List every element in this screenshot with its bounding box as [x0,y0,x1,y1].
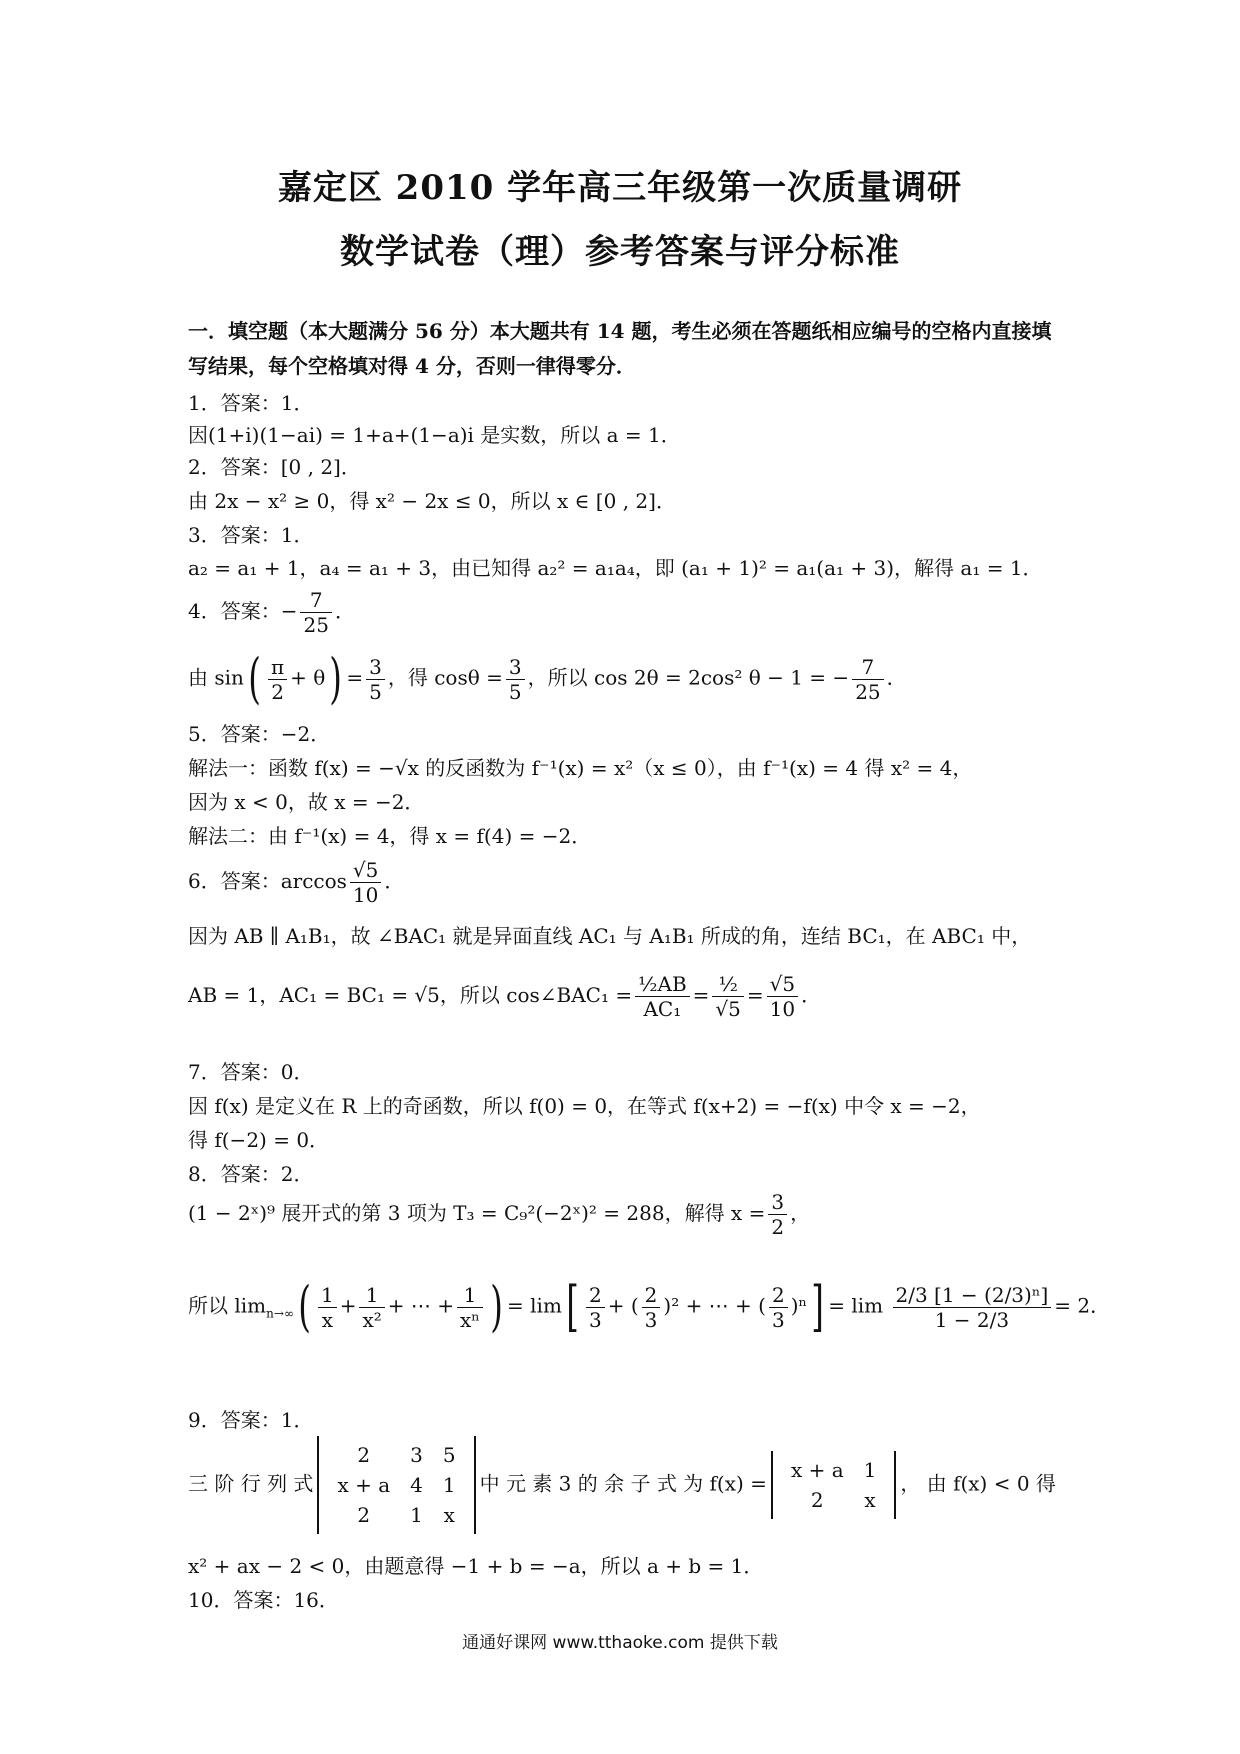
q4-explain-a: 由 sin [188,665,244,690]
q9-text-b: 中 元 素 3 的 余 子 式 为 f(x) = [479,1471,767,1496]
fraction-denominator: 3 [771,1307,785,1332]
q5-answer: 5．答案：−2． [188,722,331,746]
q6-period: ． [801,983,822,1007]
fraction-numerator: 7 [300,588,331,613]
q1-explain: 因(1+i)(1−ai) = 1+a+(1−a)i 是实数，所以 a = 1． [188,423,681,447]
matrix-cell: 1 [442,1473,456,1497]
q4-three-fifths [366,655,385,704]
q6-answer-fraction [350,858,381,907]
fraction-numerator: ½ [712,972,743,997]
section-intro: 一．填空题（本大题满分 56 分）本大题共有 14 题，考生必须在答题纸相应编号的空格内直接填写结果，每个空格填对得 4 分，否则一律得零分． [188,319,1052,378]
fraction-numerator: 7 [852,655,883,680]
fraction-numerator: 2 [769,1283,788,1308]
fraction-denominator: 10 [352,883,379,907]
q8-eq-2: = [828,1293,846,1318]
matrix-cell: 4 [410,1473,423,1497]
fraction-numerator: 3 [366,655,385,680]
q4-cos-fraction [506,655,525,704]
q3-explain: a₂ = a₁ + 1，a₄ = a₁ + 3，由已知得 a₂² = a₁a₄，即 (a₁ + 1)² = a₁(a₁ + 3)，解得 a₁ = 1． [188,556,1043,580]
fraction-denominator: 1 − 2/3 [934,1307,1010,1332]
q8-explain-a: (1 − 2ˣ)⁹ 展开式的第 3 项为 T₃ = C₉²(−2ˣ)² = 288，解得 x = [188,1201,766,1225]
q9-determinant-3x3 [317,1436,475,1534]
q7-answer: 7．答案：0． [188,1060,314,1084]
q8-x-fraction [768,1190,787,1239]
q9-determinant-2x2 [771,1451,896,1519]
q6-explain-2 [188,972,821,1021]
q6-explain: 因为 AB ∥ A₁B₁，故 ∠BAC₁ 就是异面直线 AC₁ 与 A₁B₁ 所成的角，连结 BC₁，在 ABC₁ 中， [188,924,1032,948]
q8-term-3 [457,1283,483,1332]
q8-fin-den-n: 2 [976,1307,990,1332]
q7-explain-2: 得 f(−2) = 0． [188,1128,330,1152]
q4-answer-suffix: ． [334,599,355,623]
q6-end: ． [384,869,405,893]
fraction-denominator: AC₁ [643,997,682,1021]
q4-plus-theta: + θ [290,665,326,690]
q1-answer: 1．答案：1． [188,391,314,415]
fraction-numerator: 3 [506,655,525,680]
matrix-cell: 3 [410,1443,423,1467]
q6-frac-3 [767,972,798,1021]
fraction-denominator: 2 [271,679,284,704]
q5-method1: 解法一：函数 f(x) = −√x 的反函数为 f⁻¹(x) = x²（x ≤ 0），由 f⁻¹(x) = 4 得 x² = 4， [188,756,973,780]
q2-answer: 2．答案：[0 , 2]． [188,455,361,479]
q4-answer-fraction [300,588,331,637]
fraction-numerator: √5 [767,972,798,997]
q8-eq: = [507,1293,524,1318]
fraction-numerator: 1 [457,1283,483,1308]
fraction-numerator: 1 [359,1283,384,1308]
matrix-cell: 1 [410,1503,423,1527]
fraction-denominator: 3 [589,1307,602,1332]
q4-eq: = [346,665,364,690]
matrix-cell: 2 [357,1443,371,1467]
q5-method1-cont: 因为 x < 0，故 x = −2． [188,790,425,814]
q8-explain [188,1190,810,1239]
q9-text-c: ， 由 f(x) < 0 得 [900,1471,1056,1496]
q8-lim-sub: n→∞ [266,1306,294,1321]
q6-frac-1 [635,972,690,1021]
q9-explain [188,1436,1056,1534]
matrix-cell: 2 [810,1488,824,1512]
q3-answer: 3．答案：1． [188,523,314,547]
fraction-numerator: π [268,655,287,680]
fraction-numerator: 1 [318,1283,337,1308]
q8-term-1 [318,1283,337,1332]
q8-term-2 [359,1283,384,1332]
q9-explain-2: x² + ax − 2 < 0，由题意得 −1 + b = −a，所以 a + b = 1． [188,1554,764,1578]
left-bracket: [ [566,1275,579,1338]
fraction-denominator: x² [362,1307,382,1332]
matrix-cell: x [443,1503,455,1527]
q8-answer: 8．答案：2． [188,1162,314,1186]
q6-l2a: AB = 1，AC₁ = BC₁ = √5，所以 cos∠BAC₁ = [188,983,633,1007]
fraction-numerator: √5 [350,858,381,883]
matrix-cell: 2 [357,1503,371,1527]
left-paren: ( [248,647,261,710]
matrix-cell: x [864,1488,876,1512]
q8-u3 [769,1283,788,1332]
q4-explain [188,647,907,710]
q8-result: = 2． [1054,1293,1111,1318]
q9-text-a: 三 阶 行 列 式 [188,1471,314,1496]
page-footer: 通通好课网 www.tthaoke.com 提供下载 [462,1633,778,1653]
left-paren: ( [298,1275,311,1338]
q6-frac-2 [712,972,743,1021]
q6-eq-2: = [746,983,764,1007]
q4-answer-prefix: 4．答案：− [188,599,298,623]
fraction-denominator: x [321,1307,333,1332]
page-title: 嘉定区 2010 学年高三年级第一次质量调研 [277,168,963,208]
right-bracket: ] [811,1275,825,1338]
q2-explain: 由 2x − x² ≥ 0，得 x² − 2x ≤ 0，所以 x ∈ [0 , 2]． [188,489,676,513]
matrix-cell: x + a [337,1473,391,1497]
fraction-numerator: 2 [642,1283,661,1308]
fraction-numerator: 2 [586,1283,605,1308]
fraction-denominator: 2 [771,1215,785,1239]
fraction-denominator: √5 [715,997,741,1021]
q4-result-fraction [852,655,883,704]
fraction-denominator: 3 [644,1307,658,1332]
fraction-numerator: 2/3 [1 − (2/3)ⁿ] [893,1283,1052,1308]
fraction-numerator: ½AB [635,972,690,997]
fraction-numerator: 3 [768,1190,787,1215]
q9-answer: 9．答案：1． [188,1408,314,1432]
q8-u1 [586,1283,605,1332]
q6-answer-prefix: 6．答案：arccos [188,869,347,893]
fraction-denominator: 25 [855,679,881,704]
fraction-denominator: 10 [769,997,796,1021]
q4-explain-c: ，所以 cos 2θ = 2cos² θ − 1 = − [527,665,850,690]
fraction-denominator: 5 [508,679,522,704]
q8-lim-prefix: 所以 lim [188,1293,267,1318]
fraction-denominator: 5 [369,679,382,704]
q4-answer [188,588,355,637]
q4-pi-fraction [268,655,287,704]
fraction-denominator: xⁿ [460,1307,480,1332]
q8-limit: 所以 $\lim_{n\to\infty}$( $\frac{1}{x}$ + $\frac{1}{\text{x²}}$ + ⋯ + $\frac{1}{\text{xⁿ}}$ ) = lim[ $\frac{2}{3}$ + ( $\frac{2}{3}$ )² + ⋯ + ( $\frac{2}{3}$ )ⁿ] = lim $\frac{\text{2/3 [1 − (2/3)ⁿ]}}{1 - 2/3}$ = 2． [188,1275,1111,1338]
right-paren: ) [329,647,343,710]
matrix-cell: x + a [790,1458,844,1482]
q8-dots: + ⋯ + [387,1293,455,1318]
q4-end: ． [886,665,907,690]
right-paren: ) [490,1275,503,1338]
page-subtitle: 数学试卷（理）参考答案与评分标准 [340,232,900,272]
q6-eq-1: = [692,983,710,1007]
q8-fin-den-d: 3 [996,1307,1010,1332]
q8-fin-den-a: 1 − [934,1307,971,1332]
q5-method2: 解法二：由 f⁻¹(x) = 4，得 x = f(4) = −2． [188,824,592,848]
q7-explain: 因 f(x) 是定义在 R 上的奇函数，所以 f(0) = 0，在等式 f(x+2) = −f(x) 中令 x = −2， [188,1094,981,1118]
q8-u2 [642,1283,661,1332]
q8-comma: ， [790,1201,811,1225]
matrix-cell: 5 [442,1443,456,1467]
q10-answer: 10．答案：16． [188,1588,339,1612]
matrix-cell: 1 [863,1458,877,1482]
fraction-denominator: 25 [303,613,329,637]
q6-answer [188,858,404,907]
q8-final-fraction [893,1283,1052,1332]
q4-explain-b: ，得 cosθ = [387,665,503,690]
